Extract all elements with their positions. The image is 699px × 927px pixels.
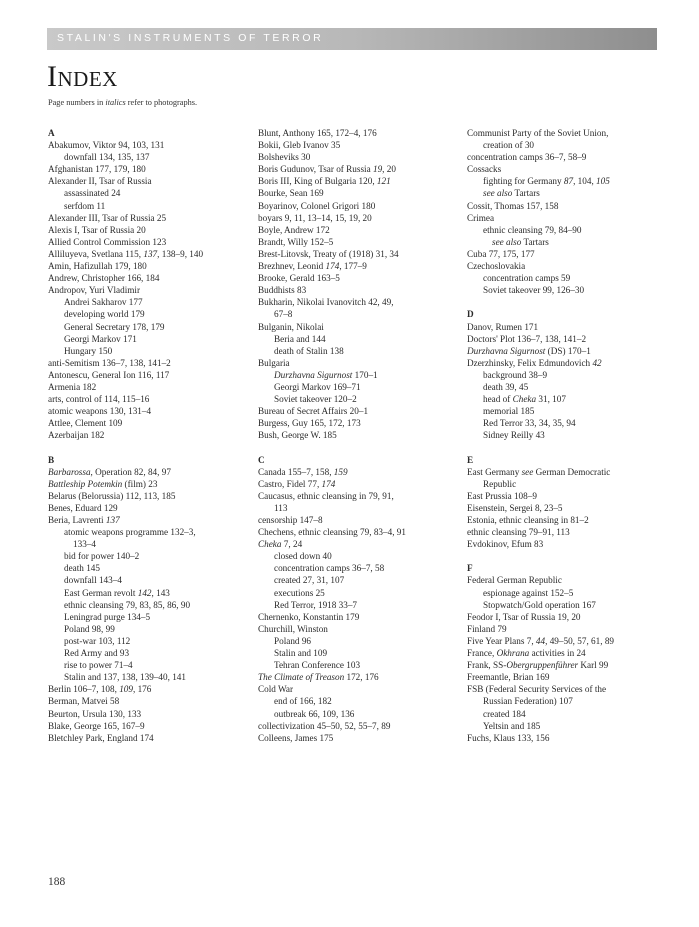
index-subentry: created 27, 31, 107 — [274, 575, 345, 586]
index-subentry: ethnic cleansing 79, 84–90 — [483, 224, 582, 235]
index-entry: Castro, Fidel 77, 174 — [258, 478, 336, 489]
index-subentry: executions 25 — [274, 587, 325, 598]
index-subentry: developing world 179 — [64, 309, 145, 320]
index-entry: Amin, Hafizullah 179, 180 — [48, 261, 147, 272]
index-spacer — [467, 441, 672, 453]
index-subentry: ethnic cleansing 79, 83, 85, 86, 90 — [64, 599, 191, 610]
index-letter-heading: E — [467, 454, 474, 465]
index-subentry: death 145 — [64, 563, 100, 574]
index-entry: anti-Semitism 136–7, 138, 141–2 — [48, 357, 171, 368]
index-subentry: death of Stalin 138 — [274, 345, 344, 356]
index-subentry: Durzhavna Sigurnost 170–1 — [274, 369, 378, 380]
index-subentry: concentration camps 59 — [483, 273, 571, 284]
index-entry: Alliluyeva, Svetlana 115, 137, 138–9, 140 — [48, 248, 204, 259]
index-subentry: bid for power 140–2 — [64, 551, 140, 562]
index-subentry: Andrei Sakharov 177 — [64, 297, 143, 308]
index-entry: Brest-Litovsk, Treaty of (1918) 31, 34 — [258, 248, 399, 259]
index-entry: FSB (Federal Security Services of the — [467, 684, 607, 695]
index-entry: Alexander III, Tsar of Russia 25 — [48, 212, 167, 223]
index-letter-heading: D — [467, 309, 474, 320]
index-entry: Blunt, Anthony 165, 172–4, 176 — [258, 128, 377, 138]
index-entry: East Prussia 108–9 — [467, 490, 537, 501]
index-subentry: Stalin and 109 — [274, 648, 328, 659]
index-entry: Danov, Rumen 171 — [467, 321, 539, 332]
index-entry: Chernenko, Konstantin 179 — [258, 611, 360, 622]
index-subentry: atomic weapons programme 132–3, — [64, 527, 196, 538]
index-subentry: assassinated 24 — [64, 188, 121, 199]
index-subentry: Leningrad purge 134–5 — [64, 611, 151, 622]
index-subentry: background 38–9 — [483, 369, 548, 380]
index-entry: East Germany see German Democratic — [467, 466, 611, 477]
index-entry: Berman, Matvei 58 — [48, 696, 120, 707]
index-letter-heading: F — [467, 563, 473, 574]
index-entry: France, Okhrana activities in 24 — [467, 648, 586, 659]
index-entry: Andropov, Yuri Vladimir — [48, 285, 141, 296]
index-subentry: created 184 — [483, 708, 526, 719]
index-spacer — [467, 550, 672, 562]
index-entry: boyars 9, 11, 13–14, 15, 19, 20 — [258, 212, 372, 223]
index-entry: Bush, George W. 185 — [258, 430, 337, 441]
index-spacer — [258, 441, 463, 453]
index-spacer — [467, 296, 672, 308]
index-subentry: see also Tartars — [492, 236, 549, 247]
index-entry: Alexis I, Tsar of Russia 20 — [48, 224, 146, 235]
index-entry: concentration camps 36–7, 58–9 — [467, 152, 587, 163]
index-entry: Cheka 7, 24 — [258, 539, 303, 550]
index-entry: arts, control of 114, 115–16 — [48, 394, 150, 405]
index-entry: Five Year Plans 7, 44, 49–50, 57, 61, 89 — [467, 635, 615, 646]
index-subentry: General Secretary 178, 179 — [64, 321, 165, 332]
index-entry: Berlin 106–7, 108, 109, 176 — [48, 684, 152, 695]
index-entry: Feodor I, Tsar of Russia 19, 20 — [467, 611, 581, 622]
index-entry: Barbarossa, Operation 82, 84, 97 — [48, 466, 171, 477]
index-subentry: 113 — [274, 502, 288, 513]
index-subentry: Sidney Reilly 43 — [483, 430, 545, 441]
index-subentry: East German revolt 142, 143 — [64, 587, 170, 598]
index-entry: Burgess, Guy 165, 172, 173 — [258, 418, 361, 429]
index-entry: Doctors' Plot 136–7, 138, 141–2 — [467, 333, 587, 344]
index-entry: Bolsheviks 30 — [258, 152, 311, 163]
index-subentry: Red Terror, 1918 33–7 — [274, 599, 358, 610]
index-entry: Frank, SS-Obergruppenführer Karl 99 — [467, 660, 609, 671]
index-subentry: Poland 98, 99 — [64, 623, 115, 634]
index-entry: Blake, George 165, 167–9 — [48, 720, 145, 731]
index-subentry: Hungary 150 — [64, 345, 113, 356]
index-subentry: downfall 143–4 — [64, 575, 122, 586]
index-entry: Durzhavna Sigurnost (DS) 170–1 — [467, 345, 591, 356]
index-entry: Afghanistan 177, 179, 180 — [48, 164, 146, 175]
index-subentry: closed down 40 — [274, 551, 332, 562]
index-entry: ethnic cleansing 79–91, 113 — [467, 527, 570, 538]
index-entry: Boris Gudunov, Tsar of Russia 19, 20 — [258, 164, 396, 175]
index-subentry: Georgi Markov 169–71 — [274, 381, 361, 392]
index-letter-heading: C — [258, 454, 265, 465]
index-entry: Freemantle, Brian 169 — [467, 672, 550, 683]
index-entry: Fuchs, Klaus 133, 156 — [467, 732, 550, 743]
running-head-bar — [47, 28, 657, 50]
index-entry: Brezhnev, Leonid 174, 177–9 — [258, 261, 367, 272]
index-subentry: fighting for Germany 87, 104, 105 — [483, 176, 610, 187]
index-entry: Allied Control Commission 123 — [48, 236, 167, 247]
index-entry: Bulganin, Nikolai — [258, 321, 324, 332]
index-subentry: Russian Federation) 107 — [483, 696, 573, 707]
index-entry: Czechoslovakia — [467, 261, 526, 272]
index-entry: Colleens, James 175 — [258, 732, 334, 743]
index-entry: Bokii, Gleb Ivanov 35 — [258, 140, 341, 151]
index-entry: Beurton, Ursula 130, 133 — [48, 708, 142, 719]
index-entry: Communist Party of the Soviet Union, — [467, 128, 609, 138]
index-entry: Federal German Republic — [467, 575, 562, 586]
index-subentry: Georgi Markov 171 — [64, 333, 137, 344]
index-entry: Abakumov, Viktor 94, 103, 131 — [48, 140, 165, 151]
index-entry: Cossit, Thomas 157, 158 — [467, 200, 559, 211]
index-subentry: Soviet takeover 99, 126–30 — [483, 285, 585, 296]
index-entry: collectivization 45–50, 52, 55–7, 89 — [258, 720, 391, 731]
index-subentry: creation of 30 — [483, 140, 535, 151]
index-column-2 — [258, 127, 463, 744]
index-entry: Canada 155–7, 158, 159 — [258, 466, 348, 477]
index-subentry: Beria and 144 — [274, 333, 326, 344]
index-entry: Battleship Potemkin (film) 23 — [48, 478, 158, 489]
index-subentry: Red Terror 33, 34, 35, 94 — [483, 418, 576, 429]
index-subentry: see also Tartars — [483, 188, 540, 199]
page-number: 188 — [48, 876, 66, 888]
running-head: STALIN'S INSTRUMENTS OF TERROR — [57, 32, 324, 44]
index-letter-heading: B — [48, 454, 55, 465]
index-entry: censorship 147–8 — [258, 515, 323, 525]
index-entry: atomic weapons 130, 131–4 — [48, 406, 152, 417]
index-subentry: Yeltsin and 185 — [483, 720, 541, 731]
index-subentry: Stopwatch/Gold operation 167 — [483, 599, 596, 610]
index-subentry: downfall 134, 135, 137 — [64, 152, 150, 163]
index-spacer — [48, 441, 253, 453]
index-entry: Azerbaijan 182 — [48, 430, 105, 441]
index-entry: Cuba 77, 175, 177 — [467, 248, 535, 259]
index-subentry: end of 166, 182 — [274, 696, 332, 707]
index-entry: Antonescu, General Ion 116, 117 — [48, 369, 170, 380]
index-subentry: Soviet takeover 120–2 — [274, 394, 357, 405]
index-subentry: espionage against 152–5 — [483, 587, 574, 598]
index-subentry: head of Cheka 31, 107 — [483, 394, 566, 405]
index-entry: Boyle, Andrew 172 — [258, 224, 330, 235]
index-subentry: Red Army and 93 — [64, 648, 130, 659]
index-entry: Dzerzhinsky, Felix Edmundovich 42 — [467, 357, 602, 368]
index-subentry: rise to power 71–4 — [64, 660, 133, 671]
index-entry: Armenia 182 — [48, 381, 97, 392]
index-entry: Brandt, Willy 152–5 — [258, 236, 334, 247]
index-entry: Boyarinov, Colonel Grigori 180 — [258, 200, 376, 211]
index-entry: Caucasus, ethnic cleansing in 79, 91, — [258, 490, 394, 501]
index-subentry: concentration camps 36–7, 58 — [274, 563, 385, 574]
index-entry: Bourke, Sean 169 — [258, 188, 324, 199]
index-entry: The Climate of Treason 172, 176 — [258, 672, 379, 683]
index-subentry: 133–4 — [73, 539, 96, 550]
index-entry: Bletchley Park, England 174 — [48, 732, 154, 743]
index-column-1 — [48, 127, 253, 744]
index-subentry: death 39, 45 — [483, 381, 529, 392]
index-entry: Cold War — [258, 684, 294, 695]
index-entry: Evdokinov, Efum 83 — [467, 539, 544, 550]
index-entry: Churchill, Winston — [258, 623, 328, 634]
index-subentry: Poland 96 — [274, 635, 312, 646]
index-entry: Benes, Eduard 129 — [48, 502, 118, 513]
index-entry: Belarus (Belorussia) 112, 113, 185 — [48, 490, 176, 501]
index-entry: Bukharin, Nikolai Ivanovitch 42, 49, — [258, 297, 394, 308]
index-entry: Attlee, Clement 109 — [48, 418, 123, 429]
index-subentry: post-war 103, 112 — [64, 635, 131, 646]
index-entry: Finland 79 — [467, 623, 507, 634]
index-subentry: outbreak 66, 109, 136 — [274, 708, 355, 719]
index-subentry: Republic — [483, 478, 517, 489]
index-entry: Bureau of Secret Affairs 20–1 — [258, 406, 369, 417]
index-entry: Andrew, Christopher 166, 184 — [48, 273, 160, 284]
index-subentry: Stalin and 137, 138, 139–40, 141 — [64, 672, 186, 683]
index-entry: Crimea — [467, 212, 495, 223]
index-subentry: serfdom 11 — [64, 200, 106, 211]
index-subentry: 67–8 — [274, 309, 293, 320]
index-entry: Cossacks — [467, 164, 502, 175]
index-subentry: Tehran Conference 103 — [274, 660, 361, 671]
index-entry: Brooke, Gerald 163–5 — [258, 273, 340, 284]
index-entry: Buddhists 83 — [258, 285, 307, 296]
index-entry: Bulgaria — [258, 357, 290, 368]
index-entry: Chechens, ethnic cleansing 79, 83–4, 91 — [258, 527, 406, 538]
index-entry: Boris III, King of Bulgaria 120, 121 — [258, 176, 391, 187]
index-letter-heading: A — [48, 128, 55, 138]
index-subentry: memorial 185 — [483, 406, 535, 417]
index-entry: Eisenstein, Sergei 8, 23–5 — [467, 502, 563, 513]
index-entry: Estonia, ethnic cleansing in 81–2 — [467, 515, 589, 525]
index-entry: Beria, Lavrenti 137 — [48, 515, 120, 525]
italics-note: Page numbers in italics refer to photographs. — [48, 98, 198, 107]
index-column-3 — [467, 127, 672, 744]
page-title: Index — [47, 60, 118, 93]
index-entry: Alexander II, Tsar of Russia — [48, 176, 152, 187]
